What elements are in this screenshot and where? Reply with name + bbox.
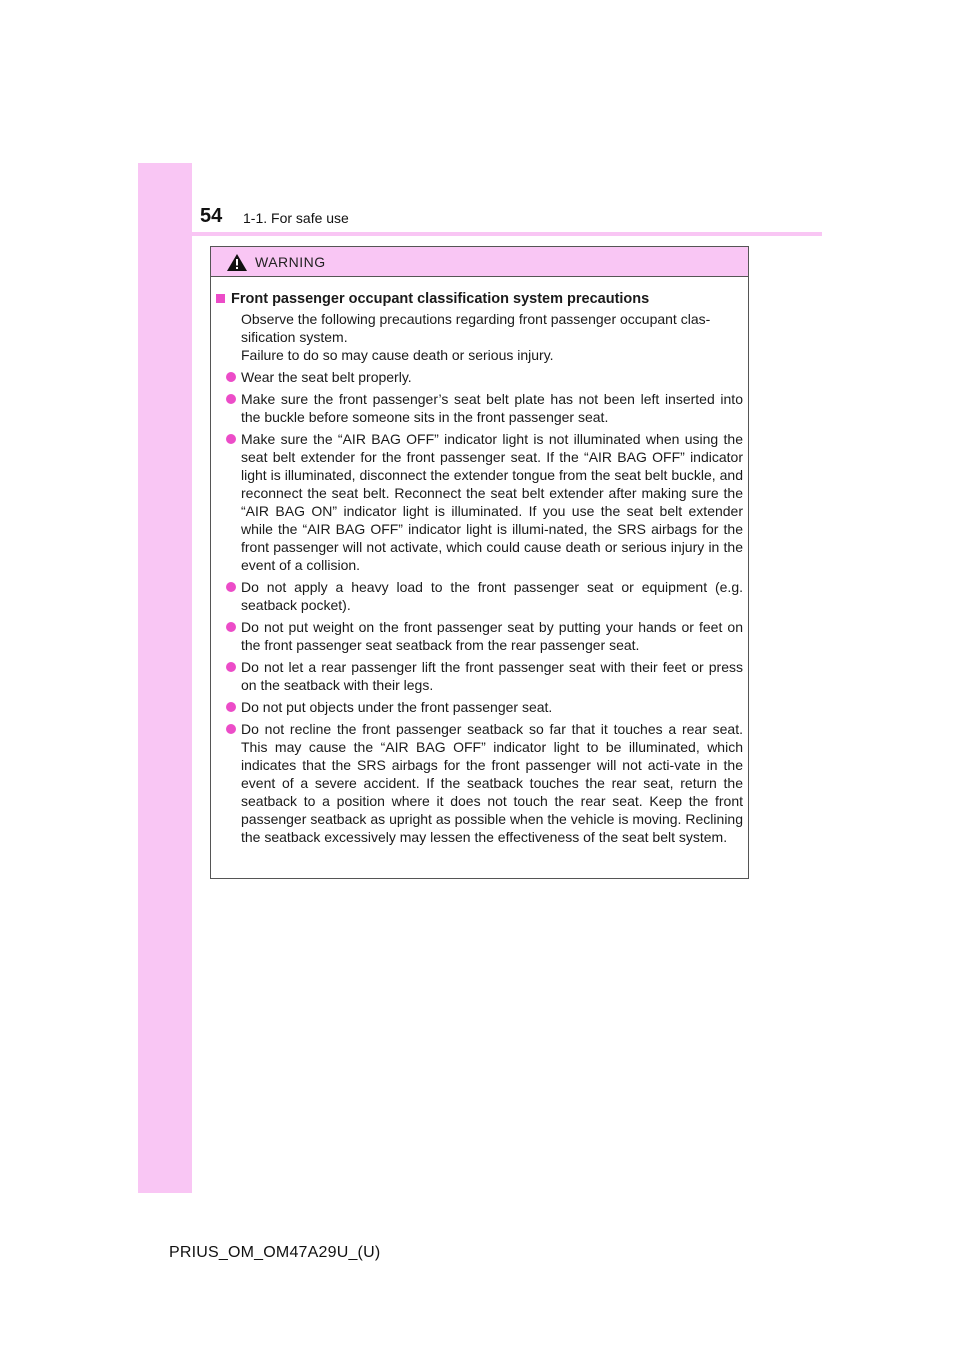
warning-body	[211, 277, 748, 846]
document-code: PRIUS_OM_OM47A29U_(U)	[169, 1244, 381, 1261]
list-item	[226, 618, 743, 654]
list-item-text: Make sure the front passenger’s seat belt plate has not been left inserted into the buckle before someone sits in the front passenger seat.	[241, 391, 743, 425]
warning-triangle-icon	[227, 254, 247, 271]
list-item	[226, 430, 743, 574]
list-item-text: Make sure the “AIR BAG OFF” indicator light is not illuminated when using the seat belt extender for the front passenger seat. If the “AIR BAG OFF” indicator light is illuminated, disconnect the extender tongue from the seat belt buckle, and reconnect the seat belt. Reconnect the seat belt extender after making sure the “AIR BAG ON” indicator light is illuminated. If you use the seat belt extender while the “AIR BAG OFF” indicator light is illumi-nated, the SRS airbags for the front passenger will not activate, which could cause death or serious injury in the event of a collision.	[241, 431, 743, 573]
side-color-band	[138, 163, 192, 1193]
list-item-text: Do not let a rear passenger lift the front passenger seat with their feet or press on the seatback with their legs.	[241, 659, 743, 693]
warning-heading: Front passenger occupant classification system precautions	[231, 291, 650, 307]
bullet-dot-icon	[226, 622, 236, 632]
bullet-dot-icon	[226, 394, 236, 404]
list-item	[226, 368, 743, 386]
list-item	[226, 658, 743, 694]
list-item	[226, 720, 743, 846]
list-item-text: Do not apply a heavy load to the front passenger seat or equipment (e.g. seatback pocket).	[241, 579, 743, 613]
list-item-text: Wear the seat belt properly.	[241, 369, 412, 385]
warning-heading-row	[216, 289, 743, 309]
list-item-text: Do not recline the front passenger seatback so far that it touches a rear seat. This may cause the “AIR BAG OFF” indicator light to be illuminated, which indicates that the SRS airbags for the front passenger will not acti-vate in the event of a severe accident. If the seatback touches the rear seat, return the seatback to a position where it does not touch the rear seat. Keep the front passenger seatback as upright as possible when the vehicle is moving. Reclining the seatback excessively may lessen the effectiveness of the seat belt system.	[241, 721, 743, 845]
list-item	[226, 698, 743, 716]
section-title: 1-1. For safe use	[243, 210, 349, 226]
bullet-dot-icon	[226, 724, 236, 734]
page-number: 54	[200, 205, 223, 227]
precaution-list	[216, 368, 743, 846]
bullet-dot-icon	[226, 582, 236, 592]
warning-label: WARNING	[255, 254, 326, 270]
warning-box	[210, 246, 749, 879]
list-item-text: Do not put objects under the front passenger seat.	[241, 699, 553, 715]
warning-intro	[241, 310, 746, 364]
square-bullet-icon	[216, 294, 225, 303]
intro-line: Observe the following precautions regarding front passenger occupant clas-sification system.	[241, 311, 711, 345]
list-item	[226, 578, 743, 614]
header-divider	[192, 232, 822, 236]
bullet-dot-icon	[226, 702, 236, 712]
intro-line: Failure to do so may cause death or serious injury.	[241, 347, 554, 363]
bullet-dot-icon	[226, 434, 236, 444]
bullet-dot-icon	[226, 372, 236, 382]
list-item	[226, 390, 743, 426]
warning-header	[211, 247, 748, 277]
bullet-dot-icon	[226, 662, 236, 672]
list-item-text: Do not put weight on the front passenger seat by putting your hands or feet on the front passenger seat seatback from the rear passenger seat.	[241, 619, 743, 653]
